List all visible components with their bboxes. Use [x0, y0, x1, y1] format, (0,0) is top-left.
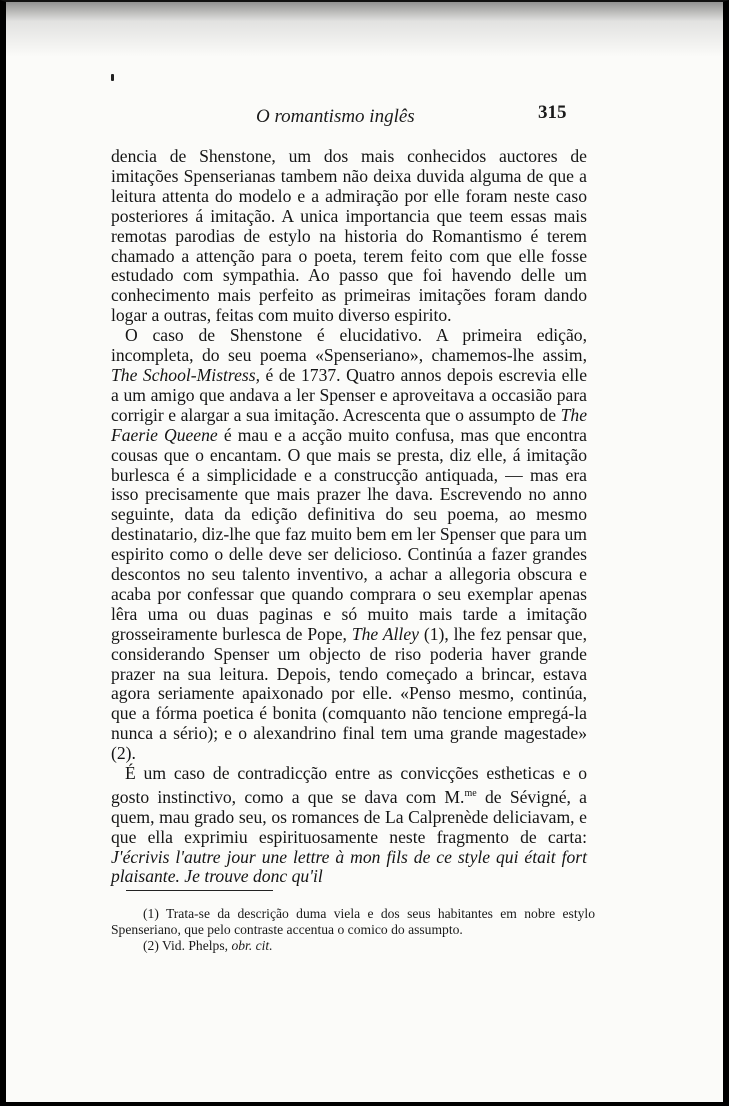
text-run: É um caso de contradicção entre as convicções estheticas e o gosto instinctivo, como a que se dava com M.	[111, 763, 587, 807]
footnote-2-text: (2) Vid. Phelps,	[143, 938, 232, 953]
superscript-me: me	[464, 788, 477, 799]
footnotes	[111, 906, 595, 954]
footnote-1: (1) Trata-se da descrição duma viela e dos seus habitantes em nobre estylo Spenseriano, que pelo contraste accentua o comico do assumpto.	[111, 906, 595, 937]
text-run: O caso de Shenstone é elucidativo. A primeira edição, incompleta, do seu poema «Spenseriano», chamemos-lhe assim,	[111, 325, 587, 366]
paragraph-2	[111, 326, 587, 764]
french-quotation: J'écrivis l'autre jour une lettre à mon fils de ce style qui était fort plaisante. Je trouve donc qu'il	[111, 846, 587, 887]
running-title: O romantismo inglês	[256, 106, 415, 127]
page-number: 315	[538, 102, 567, 123]
footnote-rule	[126, 890, 273, 891]
text-run: é mau e a acção muito confusa, mas que encontra cousas que o encantam. O que mais se presta, diz elle, á imitação burlesca é a simplicidade e a construcção antiquada, — mas era isso precisamente que mais prazer lhe dava. Escrevendo no anno seguinte, data da edição definitiva do seu poema, ao mesmo destinatario, diz-lhe que faz muito bem em ler Spenser que para um espirito como o delle deve ser delicioso. Continúa a fazer grandes descontos no seu talento inventivo, a achar a allegoria obscura e acaba por confessar que quando comprara o seu exemplar apenas lêra uma ou duas paginas e só muito mais tarde a imitação grosseiramente burlesca de Pope,	[111, 424, 587, 644]
paragraph-3	[111, 764, 587, 887]
title-faerie-queene: The Faerie Queene	[111, 404, 587, 445]
text-run: é de 1737. Quatro annos depois escrevia elle a um amigo que andava a ler Spenser e aproveitava a occasião para corrigir e alargar a sua imitação. Acrescenta que o assumpto de	[111, 364, 588, 425]
page-header	[106, 102, 598, 132]
title-school-mistress: The School-Mistress,	[111, 364, 261, 385]
body-text	[111, 147, 587, 887]
footnote-2	[111, 938, 595, 954]
footnote-2-abbrev: obr. cit.	[231, 938, 273, 953]
ink-speck	[111, 74, 114, 81]
text-run: (1), lhe fez pensar que, considerando Spenser um objecto de riso poderia haver grande prazer na sua leitura. Depois, tendo começado a brincar, estava agora seriamente apaixonado por elle. «Penso mesmo, continúa, que a fórma poetica é bonita (comquanto não tencione empregá-la nunca a sério); e o alexandrino final tem uma grande magestade» (2).	[111, 623, 587, 764]
paragraph-1: dencia de Shenstone, um dos mais conhecidos auctores de imitações Spenserianas tambem não deixa duvida alguma de que a leitura attenta do modelo e a admiração por elle foram neste caso posteriores á imitação. A unica importancia que teem essas mais remotas parodias de estylo na historia do Romantismo é terem chamado a attenção para o poeta, terem feito com que elle fosse estudado com sympathia. Ao passo que foi havendo delle um conhecimento mais perfeito as primeiras imitações foram dando logar a outras, feitas com muito diverso espirito.	[111, 146, 587, 326]
text-run: de Sévigné, a quem, mau grado seu, os romances de La Calprenède deliciavam, e que ella exprimiu espirituosamente neste fragmento de carta:	[111, 786, 587, 847]
scan-shadow	[6, 2, 723, 57]
title-the-alley: The Alley	[351, 623, 419, 644]
